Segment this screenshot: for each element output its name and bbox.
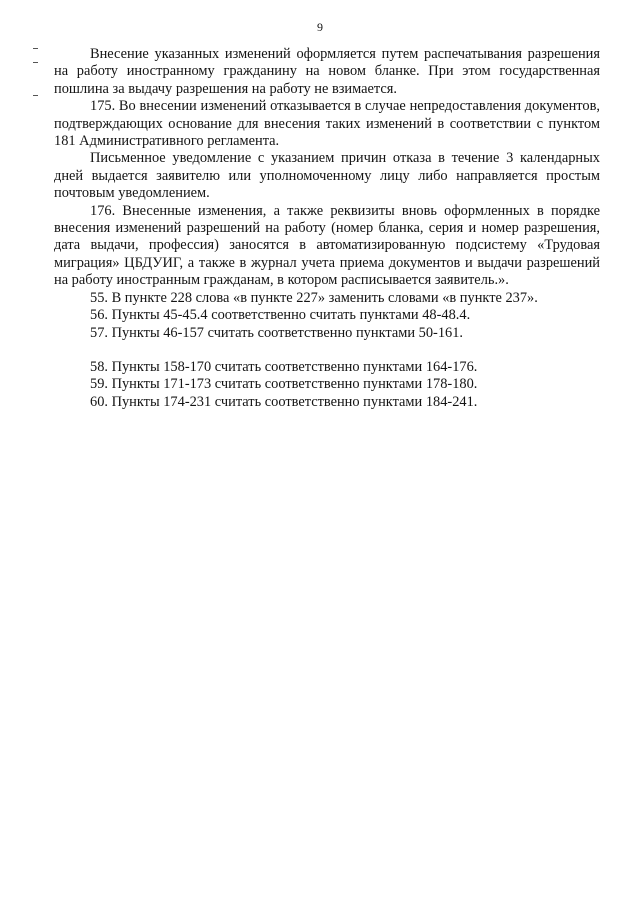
amendment-item-60: 60. Пункты 174-231 считать соответственно пунктами 184-241. bbox=[90, 393, 478, 410]
margin-mark bbox=[33, 48, 38, 49]
blank-line bbox=[54, 342, 600, 359]
paragraph: Внесение указанных изменений оформляется путем распечатывания разрешения на работу иностранному гражданину на новом бланке. При этом государственная пошлина за выдачу разрешения на работу не взимается. bbox=[54, 46, 600, 97]
paragraph: Письменное уведомление с указанием причин отказа в течение 3 календарных дней выдается заявителю или уполномоченному лицу либо направляется простым почтовым уведомлением. bbox=[54, 150, 600, 202]
margin-mark bbox=[33, 62, 38, 63]
page-number: 9 bbox=[317, 20, 323, 34]
paragraph-175: 175. Во внесении изменений отказывается в случае непредоставления документов, подтверждающих основание для внесения таких изменений в соответствии с пунктом 181 Административного регламента. bbox=[54, 98, 600, 150]
amendment-item-57: 57. Пункты 46-157 считать соответственно пунктами 50-161. bbox=[90, 324, 463, 341]
document-body bbox=[54, 46, 600, 411]
amendment-item-59: 59. Пункты 171-173 считать соответственно пунктами 178-180. bbox=[90, 376, 478, 393]
amendment-item-56: 56. Пункты 45-45.4 соответственно считать пунктами 48-48.4. bbox=[90, 307, 471, 324]
margin-mark bbox=[33, 95, 38, 96]
amendment-item-58: 58. Пункты 158-170 считать соответственно пунктами 164-176. bbox=[90, 358, 478, 375]
paragraph-176: 176. Внесенные изменения, а также реквизиты вновь оформленных в порядке внесения изменений разрешений на работу (номер бланка, серия и номер разрешения, дата выдачи, профессия) заносятся в автоматизированную подсистему «Трудовая миграция» ЦБДУИГ, а также в журнал учета приема документов и выдачи разрешений на работу иностранным гражданам, в котором расписывается заявитель.». bbox=[54, 202, 600, 289]
amendment-item-55: 55. В пункте 228 слова «в пункте 227» заменить словами «в пункте 237». bbox=[90, 289, 538, 306]
